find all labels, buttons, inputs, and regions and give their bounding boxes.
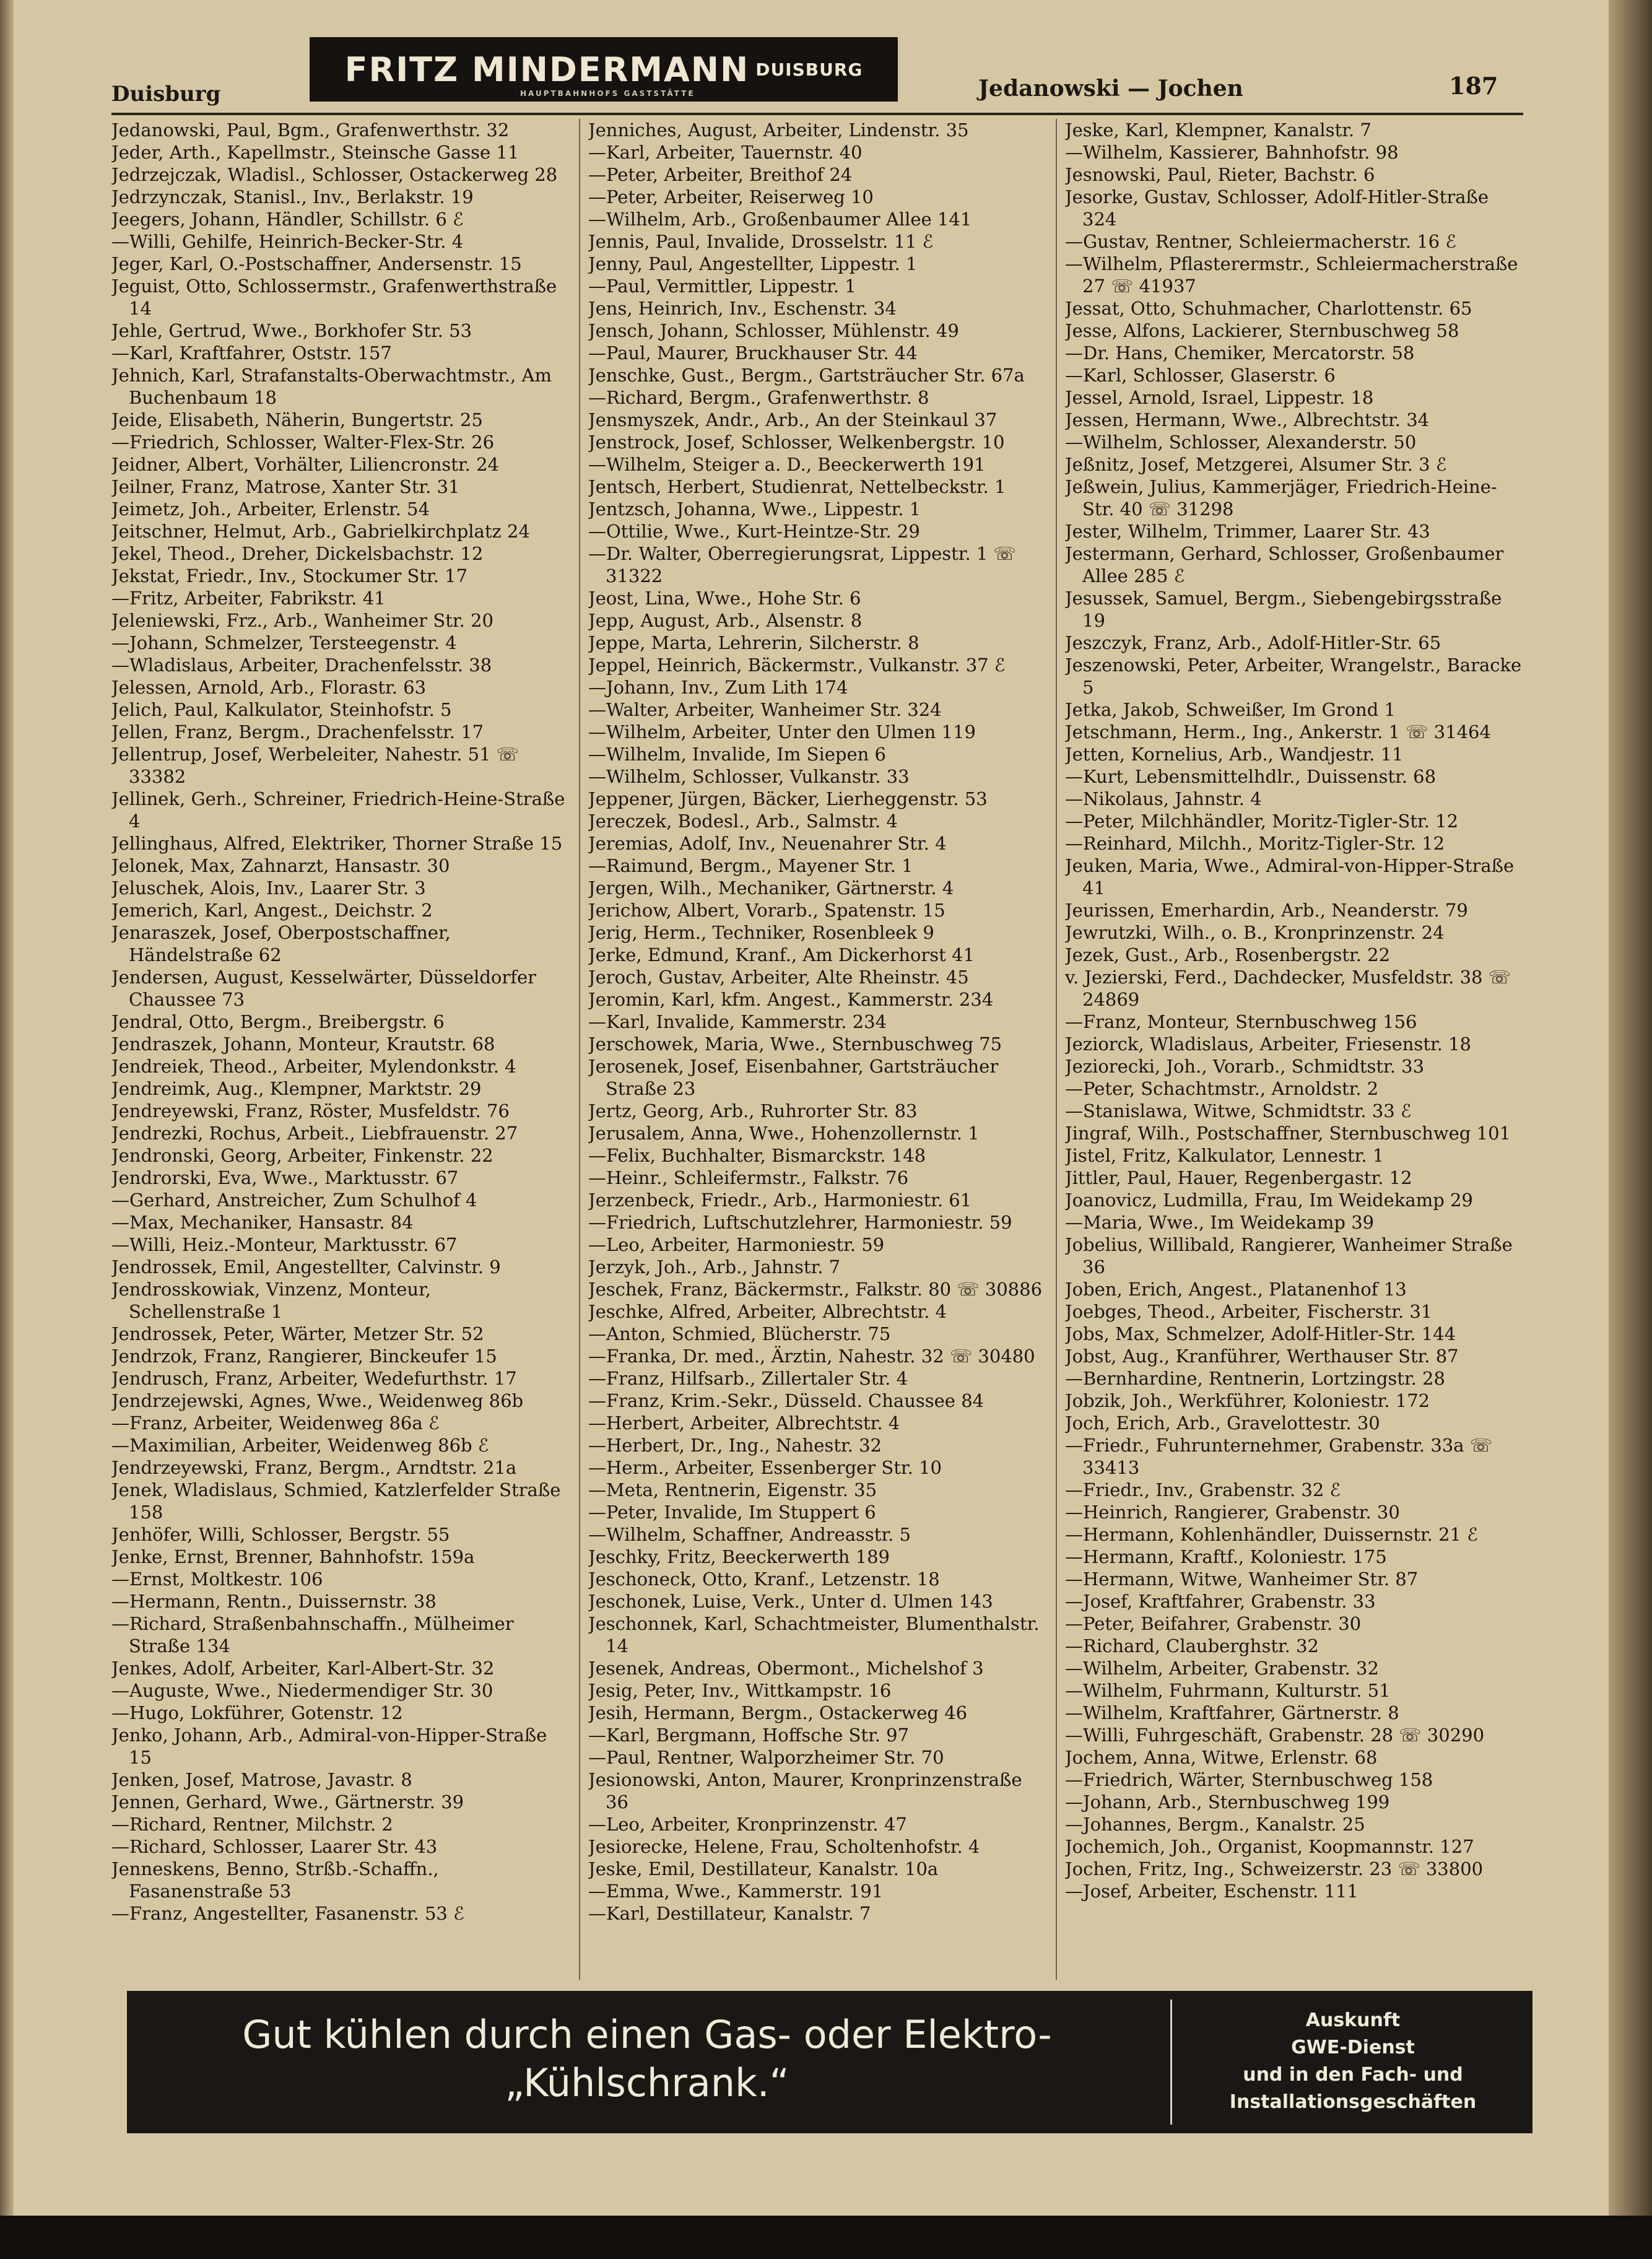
directory-entry: Jesenek, Andreas, Obermont., Michelshof 3 <box>588 1658 984 1679</box>
directory-entry: Jeschoneck, Otto, Kranf., Letzenstr. 18 <box>588 1569 940 1590</box>
directory-entry: Jesih, Hermann, Bergm., Ostackerweg 46 <box>588 1702 968 1723</box>
directory-entry: —Karl, Destillateur, Kanalstr. 7 <box>588 1903 871 1924</box>
directory-entry: —Kurt, Lebensmittelhdlr., Duissenstr. 68 <box>1065 766 1437 787</box>
directory-entry: Jeßwein, Julius, Kammerjäger, Friedrich-Heine-Str. 40 ☏ 31298 <box>1065 476 1497 520</box>
directory-entry: —Friedrich, Wärter, Sternbuschweg 158 <box>1065 1769 1433 1790</box>
directory-entry: —Peter, Arbeiter, Reiserweg 10 <box>588 186 874 207</box>
directory-entry: Jetka, Jakob, Schweißer, Im Grond 1 <box>1065 699 1396 720</box>
directory-entry: Joanovicz, Ludmilla, Frau, Im Weidekamp 29 <box>1065 1190 1473 1211</box>
directory-entry: Jeschke, Alfred, Arbeiter, Albrechtstr. 4 <box>588 1301 947 1322</box>
directory-entry: Jenschke, Gust., Bergm., Gartsträucher Str. 67a <box>588 365 1025 386</box>
ad-info-line: Installationsgeschäften <box>1229 2091 1477 2113</box>
directory-entry: Jekstat, Friedr., Inv., Stockumer Str. 17 <box>111 565 468 586</box>
directory-entry: —Wilhelm, Kraftfahrer, Gärtnerstr. 8 <box>1065 1702 1399 1723</box>
directory-entry: Jerichow, Albert, Vorarb., Spatenstr. 15 <box>588 900 946 921</box>
directory-entry: Jendral, Otto, Bergm., Breibergstr. 6 <box>111 1011 445 1032</box>
directory-entry: Jedrzejczak, Wladisl., Schlosser, Ostackerweg 28 <box>111 164 558 185</box>
directory-entry: Jens, Heinrich, Inv., Eschenstr. 34 <box>588 298 897 319</box>
directory-entry: —Gerhard, Anstreicher, Zum Schulhof 4 <box>111 1190 477 1211</box>
directory-entry: Jeziorck, Wladislaus, Arbeiter, Friesenstr. 18 <box>1065 1034 1471 1055</box>
directory-entry: —Felix, Buchhalter, Bismarckstr. 148 <box>588 1145 926 1166</box>
directory-entry: Jehnich, Karl, Strafanstalts-Oberwachtmstr., Am Buchenbaum 18 <box>111 365 552 408</box>
directory-entry: —Willi, Gehilfe, Heinrich-Becker-Str. 4 <box>111 231 464 252</box>
directory-entry: Jestermann, Gerhard, Schlosser, Großenbaumer Allee 285 ℰ <box>1065 543 1504 586</box>
directory-entry: Jobelius, Willibald, Rangierer, Wanheimer Straße 36 <box>1065 1234 1513 1277</box>
directory-entry: Jendronski, Georg, Arbeiter, Finkenstr. 22 <box>111 1145 493 1166</box>
directory-entry: —Dr. Walter, Oberregierungsrat, Lippestr. 1 ☏ 31322 <box>588 543 1016 586</box>
directory-entry: —Josef, Kraftfahrer, Grabenstr. 33 <box>1065 1591 1376 1612</box>
directory-entry: Jendrzeyewski, Franz, Bergm., Arndtstr. 21a <box>111 1457 517 1478</box>
directory-entry: Jendrossek, Peter, Wärter, Metzer Str. 52 <box>111 1323 484 1344</box>
directory-entry: Jeszenowski, Peter, Arbeiter, Wrangelstr., Baracke 5 <box>1065 655 1522 698</box>
directory-entry: Jerschowek, Maria, Wwe., Sternbuschweg 75 <box>588 1034 1002 1055</box>
directory-entry: Jochem, Anna, Witwe, Erlenstr. 68 <box>1065 1747 1378 1768</box>
directory-entry: —Wilhelm, Arbeiter, Grabenstr. 32 <box>1065 1658 1379 1679</box>
directory-entry: Jesiorecke, Helene, Frau, Scholtenhofstr. 4 <box>588 1836 980 1857</box>
name-range-heading: Jedanowski — Jochen <box>978 76 1243 102</box>
directory-entry: Jerzyk, Joh., Arb., Jahnstr. 7 <box>588 1256 841 1277</box>
directory-entry: Jereczek, Bodesl., Arb., Salmstr. 4 <box>588 811 898 832</box>
directory-entry: Jensch, Johann, Schlosser, Mühlenstr. 49 <box>588 320 959 341</box>
directory-entry: —Friedr., Fuhrunternehmer, Grabenstr. 33a ☏ 33413 <box>1065 1435 1493 1478</box>
directory-entry: —Nikolaus, Jahnstr. 4 <box>1065 788 1262 809</box>
directory-entry: —Wladislaus, Arbeiter, Drachenfelsstr. 38 <box>111 655 492 676</box>
directory-entry: Jepp, August, Arb., Alsenstr. 8 <box>588 610 863 631</box>
directory-entry: —Emma, Wwe., Kammerstr. 191 <box>588 1881 884 1902</box>
directory-entry: Jerusalem, Anna, Wwe., Hohenzollernstr. 1 <box>588 1123 980 1144</box>
directory-entry: —Hermann, Witwe, Wanheimer Str. 87 <box>1065 1569 1419 1590</box>
directory-entry: Jennis, Paul, Invalide, Drosselstr. 11 ℰ <box>588 231 934 252</box>
ad-slogan <box>146 2011 1149 2107</box>
directory-entry: Jendrzok, Franz, Rangierer, Binckeufer 15 <box>111 1346 497 1367</box>
directory-entry: —Ottilie, Wwe., Kurt-Heintze-Str. 29 <box>588 521 920 542</box>
directory-entry: Jobs, Max, Schmelzer, Adolf-Hitler-Str. 144 <box>1065 1323 1456 1344</box>
logo-subtitle: HAUPTBAHNHOFS GASTSTÄTTE <box>520 89 695 98</box>
directory-entry: Jeppener, Jürgen, Bäcker, Lierheggenstr. 53 <box>588 788 988 809</box>
directory-entry: —Anton, Schmied, Blücherstr. 75 <box>588 1323 891 1344</box>
directory-entry: —Franz, Hilfsarb., Zillertaler Str. 4 <box>588 1368 908 1389</box>
directory-entry: Jingraf, Wilh., Postschaffner, Sternbuschweg 101 <box>1065 1123 1511 1144</box>
column-divider <box>1056 119 1057 1980</box>
directory-entry: Jendreiek, Theod., Arbeiter, Mylendonkstr. 4 <box>111 1056 516 1077</box>
directory-entry: v. Jezierski, Ferd., Dachdecker, Musfeldstr. 38 ☏ 24869 <box>1065 967 1511 1010</box>
directory-entry: Jessel, Arnold, Israel, Lippestr. 18 <box>1065 387 1374 408</box>
directory-entry: Jeppe, Marta, Lehrerin, Silcherstr. 8 <box>588 632 919 653</box>
directory-entry: —Willi, Heiz.-Monteur, Marktusstr. 67 <box>111 1234 458 1255</box>
directory-entry: —Franz, Arbeiter, Weidenweg 86a ℰ <box>111 1412 440 1434</box>
directory-entry: Jenke, Ernst, Brenner, Bahnhofstr. 159a <box>111 1546 475 1567</box>
page-number: 187 <box>1449 72 1498 100</box>
directory-entry: —Wilhelm, Invalide, Im Siepen 6 <box>588 744 886 765</box>
directory-entry: —Meta, Rentnerin, Eigenstr. 35 <box>588 1479 877 1500</box>
directory-entry: Jellen, Franz, Bergm., Drachenfelsstr. 17 <box>111 721 484 742</box>
directory-entry: Jeost, Lina, Wwe., Hohe Str. 6 <box>588 588 861 609</box>
directory-entry: Jenkes, Adolf, Arbeiter, Karl-Albert-Str. 32 <box>111 1658 495 1679</box>
ad-info-box <box>1192 2007 1514 2116</box>
directory-entry: Jewrutzki, Wilh., o. B., Kronprinzenstr. 24 <box>1065 922 1445 943</box>
directory-entry: —Wilhelm, Pflasterermstr., Schleiermacherstraße 27 ☏ 41937 <box>1065 253 1518 297</box>
directory-entry: —Hermann, Kohlenhändler, Duissernstr. 21 ℰ <box>1065 1524 1478 1545</box>
directory-entry: Jeegers, Johann, Händler, Schillstr. 6 ℰ <box>111 209 464 230</box>
directory-entry: Jeromin, Karl, kfm. Angest., Kammerstr. 234 <box>588 989 994 1010</box>
directory-entry: Jeppel, Heinrich, Bäckermstr., Vulkanstr. 37 ℰ <box>588 655 1006 676</box>
column-divider <box>579 119 580 1980</box>
column-1 <box>111 119 570 1980</box>
directory-entry: —Paul, Maurer, Bruckhauser Str. 44 <box>588 342 918 363</box>
directory-entry: —Richard, Straßenbahnschaffn., Mülheimer Straße 134 <box>111 1613 514 1656</box>
directory-entry: —Karl, Kraftfahrer, Oststr. 157 <box>111 342 392 363</box>
directory-entry: Jeschonnek, Karl, Schachtmeister, Blumenthalstr. 14 <box>588 1613 1040 1656</box>
directory-entry: —Herm., Arbeiter, Essenberger Str. 10 <box>588 1457 942 1478</box>
directory-entry: Jendreimk, Aug., Klempner, Marktstr. 29 <box>111 1078 482 1099</box>
directory-entry: —Peter, Invalide, Im Stuppert 6 <box>588 1502 876 1523</box>
directory-entry: Jesnowski, Paul, Rieter, Bachstr. 6 <box>1065 164 1375 185</box>
column-2 <box>588 119 1046 1980</box>
directory-entry: Jesussek, Samuel, Bergm., Siebengebirgsstraße 19 <box>1065 588 1502 631</box>
directory-entry: Jeschky, Fritz, Beeckerwerth 189 <box>588 1546 890 1567</box>
directory-entry: Jennen, Gerhard, Wwe., Gärtnerstr. 39 <box>111 1791 464 1813</box>
directory-entry: —Peter, Milchhändler, Moritz-Tigler-Str. 12 <box>1065 811 1459 832</box>
directory-entry: —Wilhelm, Kassierer, Bahnhofstr. 98 <box>1065 142 1399 163</box>
directory-entry: —Johannes, Bergm., Kanalstr. 25 <box>1065 1814 1365 1835</box>
directory-entry: Jochemich, Joh., Organist, Koopmannstr. 127 <box>1065 1836 1474 1857</box>
directory-entry: —Heinr., Schleifermstr., Falkstr. 76 <box>588 1167 909 1188</box>
directory-entry: Jeremias, Adolf, Inv., Neuenahrer Str. 4 <box>588 833 947 854</box>
directory-entry: Jeguist, Otto, Schlossermstr., Grafenwerthstraße 14 <box>111 276 557 319</box>
directory-entry: —Richard, Bergm., Grafenwerthstr. 8 <box>588 387 929 408</box>
directory-entry: —Wilhelm, Schaffner, Andreasstr. 5 <box>588 1524 911 1545</box>
logo-city: DUISBURG <box>755 59 863 80</box>
directory-entry: Jessen, Hermann, Wwe., Albrechtstr. 34 <box>1065 409 1430 430</box>
directory-entry: Jerke, Edmund, Kranf., Am Dickerhorst 41 <box>588 944 975 965</box>
directory-entry: —Franz, Krim.-Sekr., Düsseld. Chaussee 84 <box>588 1390 985 1411</box>
directory-entry: Jeidner, Albert, Vorhälter, Liliencronstr. 24 <box>111 454 499 475</box>
logo-name: FRITZ MINDERMANN <box>344 50 750 89</box>
directory-entry: Jenken, Josef, Matrose, Javastr. 8 <box>111 1769 412 1790</box>
directory-entry: Jenny, Paul, Angestellter, Lippestr. 1 <box>588 253 918 274</box>
directory-entry: —Dr. Hans, Chemiker, Mercatorstr. 58 <box>1065 342 1415 363</box>
directory-entry: Jellinek, Gerh., Schreiner, Friedrich-Heine-Straße 4 <box>111 788 565 832</box>
directory-entry: Jeurissen, Emerhardin, Arb., Neanderstr. 79 <box>1065 900 1468 921</box>
directory-entry: Jenek, Wladislaus, Schmied, Katzlerfelder Straße 158 <box>111 1479 561 1523</box>
page-bottom-edge <box>0 2216 1652 2259</box>
directory-entry: Jendraszek, Johann, Monteur, Krautstr. 68 <box>111 1034 495 1055</box>
directory-entry: —Richard, Clauberghstr. 32 <box>1065 1635 1319 1656</box>
directory-entry: Jesig, Peter, Inv., Wittkampstr. 16 <box>588 1680 892 1701</box>
directory-entry: Jeilner, Franz, Matrose, Xanter Str. 31 <box>111 476 460 497</box>
directory-entry: —Wilhelm, Schlosser, Vulkanstr. 33 <box>588 766 910 787</box>
book-spine-shadow <box>0 0 14 2259</box>
directory-entry: Jehle, Gertrud, Wwe., Borkhofer Str. 53 <box>111 320 472 341</box>
directory-entry: Jetten, Kornelius, Arb., Wandjestr. 11 <box>1065 744 1404 765</box>
city-heading: Duisburg <box>111 82 221 107</box>
directory-entry: Jendrusch, Franz, Arbeiter, Wedefurthstr. 17 <box>111 1368 517 1389</box>
directory-entry: —Leo, Arbeiter, Harmoniestr. 59 <box>588 1234 885 1255</box>
directory-entry: —Gustav, Rentner, Schleiermacherstr. 16 ℰ <box>1065 231 1456 252</box>
directory-entry: Jenneskens, Benno, Strßb.-Schaffn., Fasanenstraße 53 <box>111 1858 439 1902</box>
directory-entry: Jeimetz, Joh., Arbeiter, Erlenstr. 54 <box>111 498 430 520</box>
directory-entry: —Hermann, Kraftf., Koloniestr. 175 <box>1065 1546 1387 1567</box>
directory-entry: —Karl, Invalide, Kammerstr. 234 <box>588 1011 887 1032</box>
directory-entry: Jittler, Paul, Hauer, Regenbergastr. 12 <box>1065 1167 1412 1188</box>
directory-entry: Jendersen, August, Kesselwärter, Düsseldorfer Chaussee 73 <box>111 967 536 1010</box>
directory-entry: Jenko, Johann, Arb., Admiral-von-Hipper-Straße 15 <box>111 1725 547 1768</box>
directory-entry: —Wilhelm, Arbeiter, Unter den Ulmen 119 <box>588 721 976 742</box>
directory-entry: Jesionowski, Anton, Maurer, Kronprinzenstraße 36 <box>588 1769 1022 1813</box>
directory-entry: Jerzenbeck, Friedr., Arb., Harmoniestr. 61 <box>588 1190 972 1211</box>
directory-entry: —Maria, Wwe., Im Weidekamp 39 <box>1065 1212 1375 1233</box>
directory-entry: —Wilhelm, Fuhrmann, Kulturstr. 51 <box>1065 1680 1391 1701</box>
ad-slogan-line: „Kühlschrank.“ <box>505 2060 789 2105</box>
page-header <box>111 37 1523 105</box>
ad-slogan-line: Gut kühlen durch einen Gas- oder Elektro- <box>242 2012 1052 2057</box>
directory-entry: Jeuken, Maria, Wwe., Admiral-von-Hipper-Straße 41 <box>1065 855 1515 899</box>
directory-entry: —Maximilian, Arbeiter, Weidenweg 86b ℰ <box>111 1435 489 1456</box>
directory-entry: Jentzsch, Johanna, Wwe., Lippestr. 1 <box>588 498 921 520</box>
directory-entry: —Hermann, Rentn., Duissernstr. 38 <box>111 1591 437 1612</box>
directory-entry: Jerig, Herm., Techniker, Rosenbleek 9 <box>588 922 934 943</box>
directory-entry: Joebges, Theod., Arbeiter, Fischerstr. 31 <box>1065 1301 1433 1322</box>
directory-entry: Jesorke, Gustav, Schlosser, Adolf-Hitler-Straße 324 <box>1065 186 1489 230</box>
directory-entry: Jendrezki, Rochus, Arbeit., Liebfrauenstr. 27 <box>111 1123 518 1144</box>
ad-info-line: GWE-Dienst <box>1291 2037 1415 2058</box>
directory-entry: —Raimund, Bergm., Mayener Str. 1 <box>588 855 913 876</box>
directory-entry: Jellinghaus, Alfred, Elektriker, Thorner Straße 15 <box>111 833 563 854</box>
directory-entry: Jessat, Otto, Schuhmacher, Charlottenstr. 65 <box>1065 298 1472 319</box>
directory-entry: Jendrossek, Emil, Angestellter, Calvinstr. 9 <box>111 1256 501 1277</box>
directory-entry: —Friedrich, Schlosser, Walter-Flex-Str. 26 <box>111 432 495 453</box>
directory-entry: Jensmyszek, Andr., Arb., An der Steinkaul 37 <box>588 409 998 430</box>
directory-entry: Jeder, Arth., Kapellmstr., Steinsche Gasse 11 <box>111 142 520 163</box>
directory-entry: Jeger, Karl, O.-Postschaffner, Andersenstr. 15 <box>111 253 522 274</box>
directory-entry: Jeske, Karl, Klempner, Kanalstr. 7 <box>1065 120 1372 141</box>
advertisement-banner <box>127 1991 1532 2133</box>
page-edge-shadow <box>1609 0 1652 2259</box>
directory-entry: —Franka, Dr. med., Ärztin, Nahestr. 32 ☏ 30480 <box>588 1346 1035 1367</box>
directory-entry: Jester, Wilhelm, Trimmer, Laarer Str. 43 <box>1065 521 1430 542</box>
directory-entry: Jelonek, Max, Zahnarzt, Hansastr. 30 <box>111 855 450 876</box>
directory-entry: Jistel, Fritz, Kalkulator, Lennestr. 1 <box>1065 1145 1385 1166</box>
directory-entry: Jendrzejewski, Agnes, Wwe., Weidenweg 86b <box>111 1390 524 1411</box>
directory-entry: Jeziorecki, Joh., Vorarb., Schmidtstr. 33 <box>1065 1056 1425 1077</box>
directory-entry: —Franz, Angestellter, Fasanenstr. 53 ℰ <box>111 1903 464 1924</box>
directory-entry: —Ernst, Moltkestr. 106 <box>111 1569 323 1590</box>
directory-columns <box>111 119 1523 1980</box>
directory-entry: Jezek, Gust., Arb., Rosenbergstr. 22 <box>1065 944 1391 965</box>
directory-entry: —Wilhelm, Steiger a. D., Beeckerwerth 191 <box>588 454 986 475</box>
directory-entry: —Richard, Schlosser, Laarer Str. 43 <box>111 1836 438 1857</box>
directory-entry: Jobzik, Joh., Werkführer, Koloniestr. 172 <box>1065 1390 1430 1411</box>
directory-entry: —Wilhelm, Arb., Großenbaumer Allee 141 <box>588 209 972 230</box>
directory-entry: —Paul, Vermittler, Lippestr. 1 <box>588 276 856 297</box>
directory-entry: —Leo, Arbeiter, Kronprinzenstr. 47 <box>588 1814 907 1835</box>
directory-entry: —Friedr., Inv., Grabenstr. 32 ℰ <box>1065 1479 1341 1500</box>
directory-entry: Jeluschek, Alois, Inv., Laarer Str. 3 <box>111 877 426 899</box>
directory-entry: —Karl, Schlosser, Glaserstr. 6 <box>1065 365 1336 386</box>
directory-entry: —Heinrich, Rangierer, Grabenstr. 30 <box>1065 1502 1400 1523</box>
directory-entry: Jenhöfer, Willi, Schlosser, Bergstr. 55 <box>111 1524 450 1545</box>
directory-entry: Jedanowski, Paul, Bgm., Grafenwerthstr. 32 <box>111 120 510 141</box>
directory-entry: —Johann, Schmelzer, Tersteegenstr. 4 <box>111 632 457 653</box>
advertiser-logo <box>310 37 898 102</box>
directory-entry: Jeleniewski, Frz., Arb., Wanheimer Str. 20 <box>111 610 493 631</box>
directory-entry: —Karl, Arbeiter, Tauernstr. 40 <box>588 142 863 163</box>
directory-entry: —Peter, Schachtmstr., Arnoldstr. 2 <box>1065 1078 1379 1099</box>
directory-entry: —Fritz, Arbeiter, Fabrikstr. 41 <box>111 588 386 609</box>
ad-info-line: und in den Fach- und <box>1243 2064 1463 2086</box>
directory-entry: Jeszczyk, Franz, Arb., Adolf-Hitler-Str. 65 <box>1065 632 1441 653</box>
directory-entry: —Herbert, Dr., Ing., Nahestr. 32 <box>588 1435 882 1456</box>
directory-entry: Jeske, Emil, Destillateur, Kanalstr. 10a <box>588 1858 939 1879</box>
header-rule <box>111 113 1523 115</box>
directory-entry: Jergen, Wilh., Mechaniker, Gärtnerstr. 4 <box>588 877 954 899</box>
directory-entry: Jochen, Fritz, Ing., Schweizerstr. 23 ☏ 33800 <box>1065 1858 1484 1879</box>
directory-entry: Jeide, Elisabeth, Näherin, Bungertstr. 25 <box>111 409 483 430</box>
directory-entry: —Wilhelm, Schlosser, Alexanderstr. 50 <box>1065 432 1417 453</box>
directory-entry: —Walter, Arbeiter, Wanheimer Str. 324 <box>588 699 942 720</box>
directory-entry: —Herbert, Arbeiter, Albrechtstr. 4 <box>588 1412 900 1434</box>
directory-entry: Jellentrup, Josef, Werbeleiter, Nahestr. 51 ☏ 33382 <box>111 744 520 787</box>
directory-entry: Jeitschner, Helmut, Arb., Gabrielkirchplatz 24 <box>111 521 530 542</box>
directory-entry: —Friedrich, Luftschutzlehrer, Harmoniestr. 59 <box>588 1212 1012 1233</box>
directory-entry: —Peter, Beifahrer, Grabenstr. 30 <box>1065 1613 1362 1634</box>
directory-entry: Jesse, Alfons, Lackierer, Sternbuschweg 58 <box>1065 320 1459 341</box>
directory-entry: Jerosenek, Josef, Eisenbahner, Gartsträucher Straße 23 <box>588 1056 999 1099</box>
directory-entry: Jeschek, Franz, Bäckermstr., Falkstr. 80 ☏ 30886 <box>588 1279 1043 1300</box>
directory-entry: —Franz, Monteur, Sternbuschweg 156 <box>1065 1011 1417 1032</box>
directory-entry: Jenstrock, Josef, Schlosser, Welkenbergstr. 10 <box>588 432 1005 453</box>
directory-entry: Jeschonek, Luise, Verk., Unter d. Ulmen 143 <box>588 1591 993 1612</box>
directory-entry: Joch, Erich, Arb., Gravelottestr. 30 <box>1065 1412 1380 1434</box>
ad-divider <box>1170 2000 1172 2125</box>
directory-entry: —Paul, Rentner, Walporzheimer Str. 70 <box>588 1747 944 1768</box>
directory-entry: Jenaraszek, Josef, Oberpostschaffner, Händelstraße 62 <box>111 922 451 965</box>
directory-entry: —Peter, Arbeiter, Breithof 24 <box>588 164 853 185</box>
directory-entry: Jenniches, August, Arbeiter, Lindenstr. 35 <box>588 120 969 141</box>
directory-entry: —Stanislawa, Witwe, Schmidtstr. 33 ℰ <box>1065 1100 1412 1121</box>
directory-entry: Jeroch, Gustav, Arbeiter, Alte Rheinstr. 45 <box>588 967 969 988</box>
directory-entry: —Richard, Rentner, Milchstr. 2 <box>111 1814 393 1835</box>
directory-entry: Jendrosskowiak, Vinzenz, Monteur, Schellenstraße 1 <box>111 1279 431 1322</box>
directory-entry: —Bernhardine, Rentnerin, Lortzingstr. 28 <box>1065 1368 1445 1389</box>
directory-entry: —Hugo, Lokführer, Gotenstr. 12 <box>111 1702 403 1723</box>
column-3 <box>1065 119 1523 1980</box>
directory-entry: —Willi, Fuhrgeschäft, Grabenstr. 28 ☏ 30290 <box>1065 1725 1485 1746</box>
directory-entry: Joben, Erich, Angest., Platanenhof 13 <box>1065 1279 1407 1300</box>
directory-entry: —Josef, Arbeiter, Eschenstr. 111 <box>1065 1881 1359 1902</box>
directory-entry: —Auguste, Wwe., Niedermendiger Str. 30 <box>111 1680 493 1701</box>
directory-entry: —Karl, Bergmann, Hoffsche Str. 97 <box>588 1725 910 1746</box>
directory-entry: Jobst, Aug., Kranführer, Werthauser Str. 87 <box>1065 1346 1459 1367</box>
directory-entry: Jelessen, Arnold, Arb., Florastr. 63 <box>111 677 427 698</box>
directory-entry: Jeßnitz, Josef, Metzgerei, Alsumer Str. 3 ℰ <box>1065 454 1447 475</box>
directory-entry: Jedrzynczak, Stanisl., Inv., Berlakstr. 19 <box>111 186 474 207</box>
directory-entry: —Max, Mechaniker, Hansastr. 84 <box>111 1212 414 1233</box>
directory-entry: Jelich, Paul, Kalkulator, Steinhofstr. 5 <box>111 699 452 720</box>
directory-entry: Jemerich, Karl, Angest., Deichstr. 2 <box>111 900 433 921</box>
directory-entry: —Johann, Arb., Sternbuschweg 199 <box>1065 1791 1390 1813</box>
directory-entry: —Johann, Inv., Zum Lith 174 <box>588 677 848 698</box>
directory-entry: —Reinhard, Milchh., Moritz-Tigler-Str. 12 <box>1065 833 1445 854</box>
directory-entry: Jendreyewski, Franz, Röster, Musfeldstr. 76 <box>111 1100 510 1121</box>
directory-entry: Jertz, Georg, Arb., Ruhrorter Str. 83 <box>588 1100 918 1121</box>
directory-entry: Jendrorski, Eva, Wwe., Marktusstr. 67 <box>111 1167 459 1188</box>
directory-entry: Jetschmann, Herm., Ing., Ankerstr. 1 ☏ 31464 <box>1065 721 1491 742</box>
directory-entry: Jekel, Theod., Dreher, Dickelsbachstr. 12 <box>111 543 484 564</box>
ad-info-line: Auskunft <box>1305 2009 1401 2031</box>
directory-entry: Jentsch, Herbert, Studienrat, Nettelbeckstr. 1 <box>588 476 1006 497</box>
